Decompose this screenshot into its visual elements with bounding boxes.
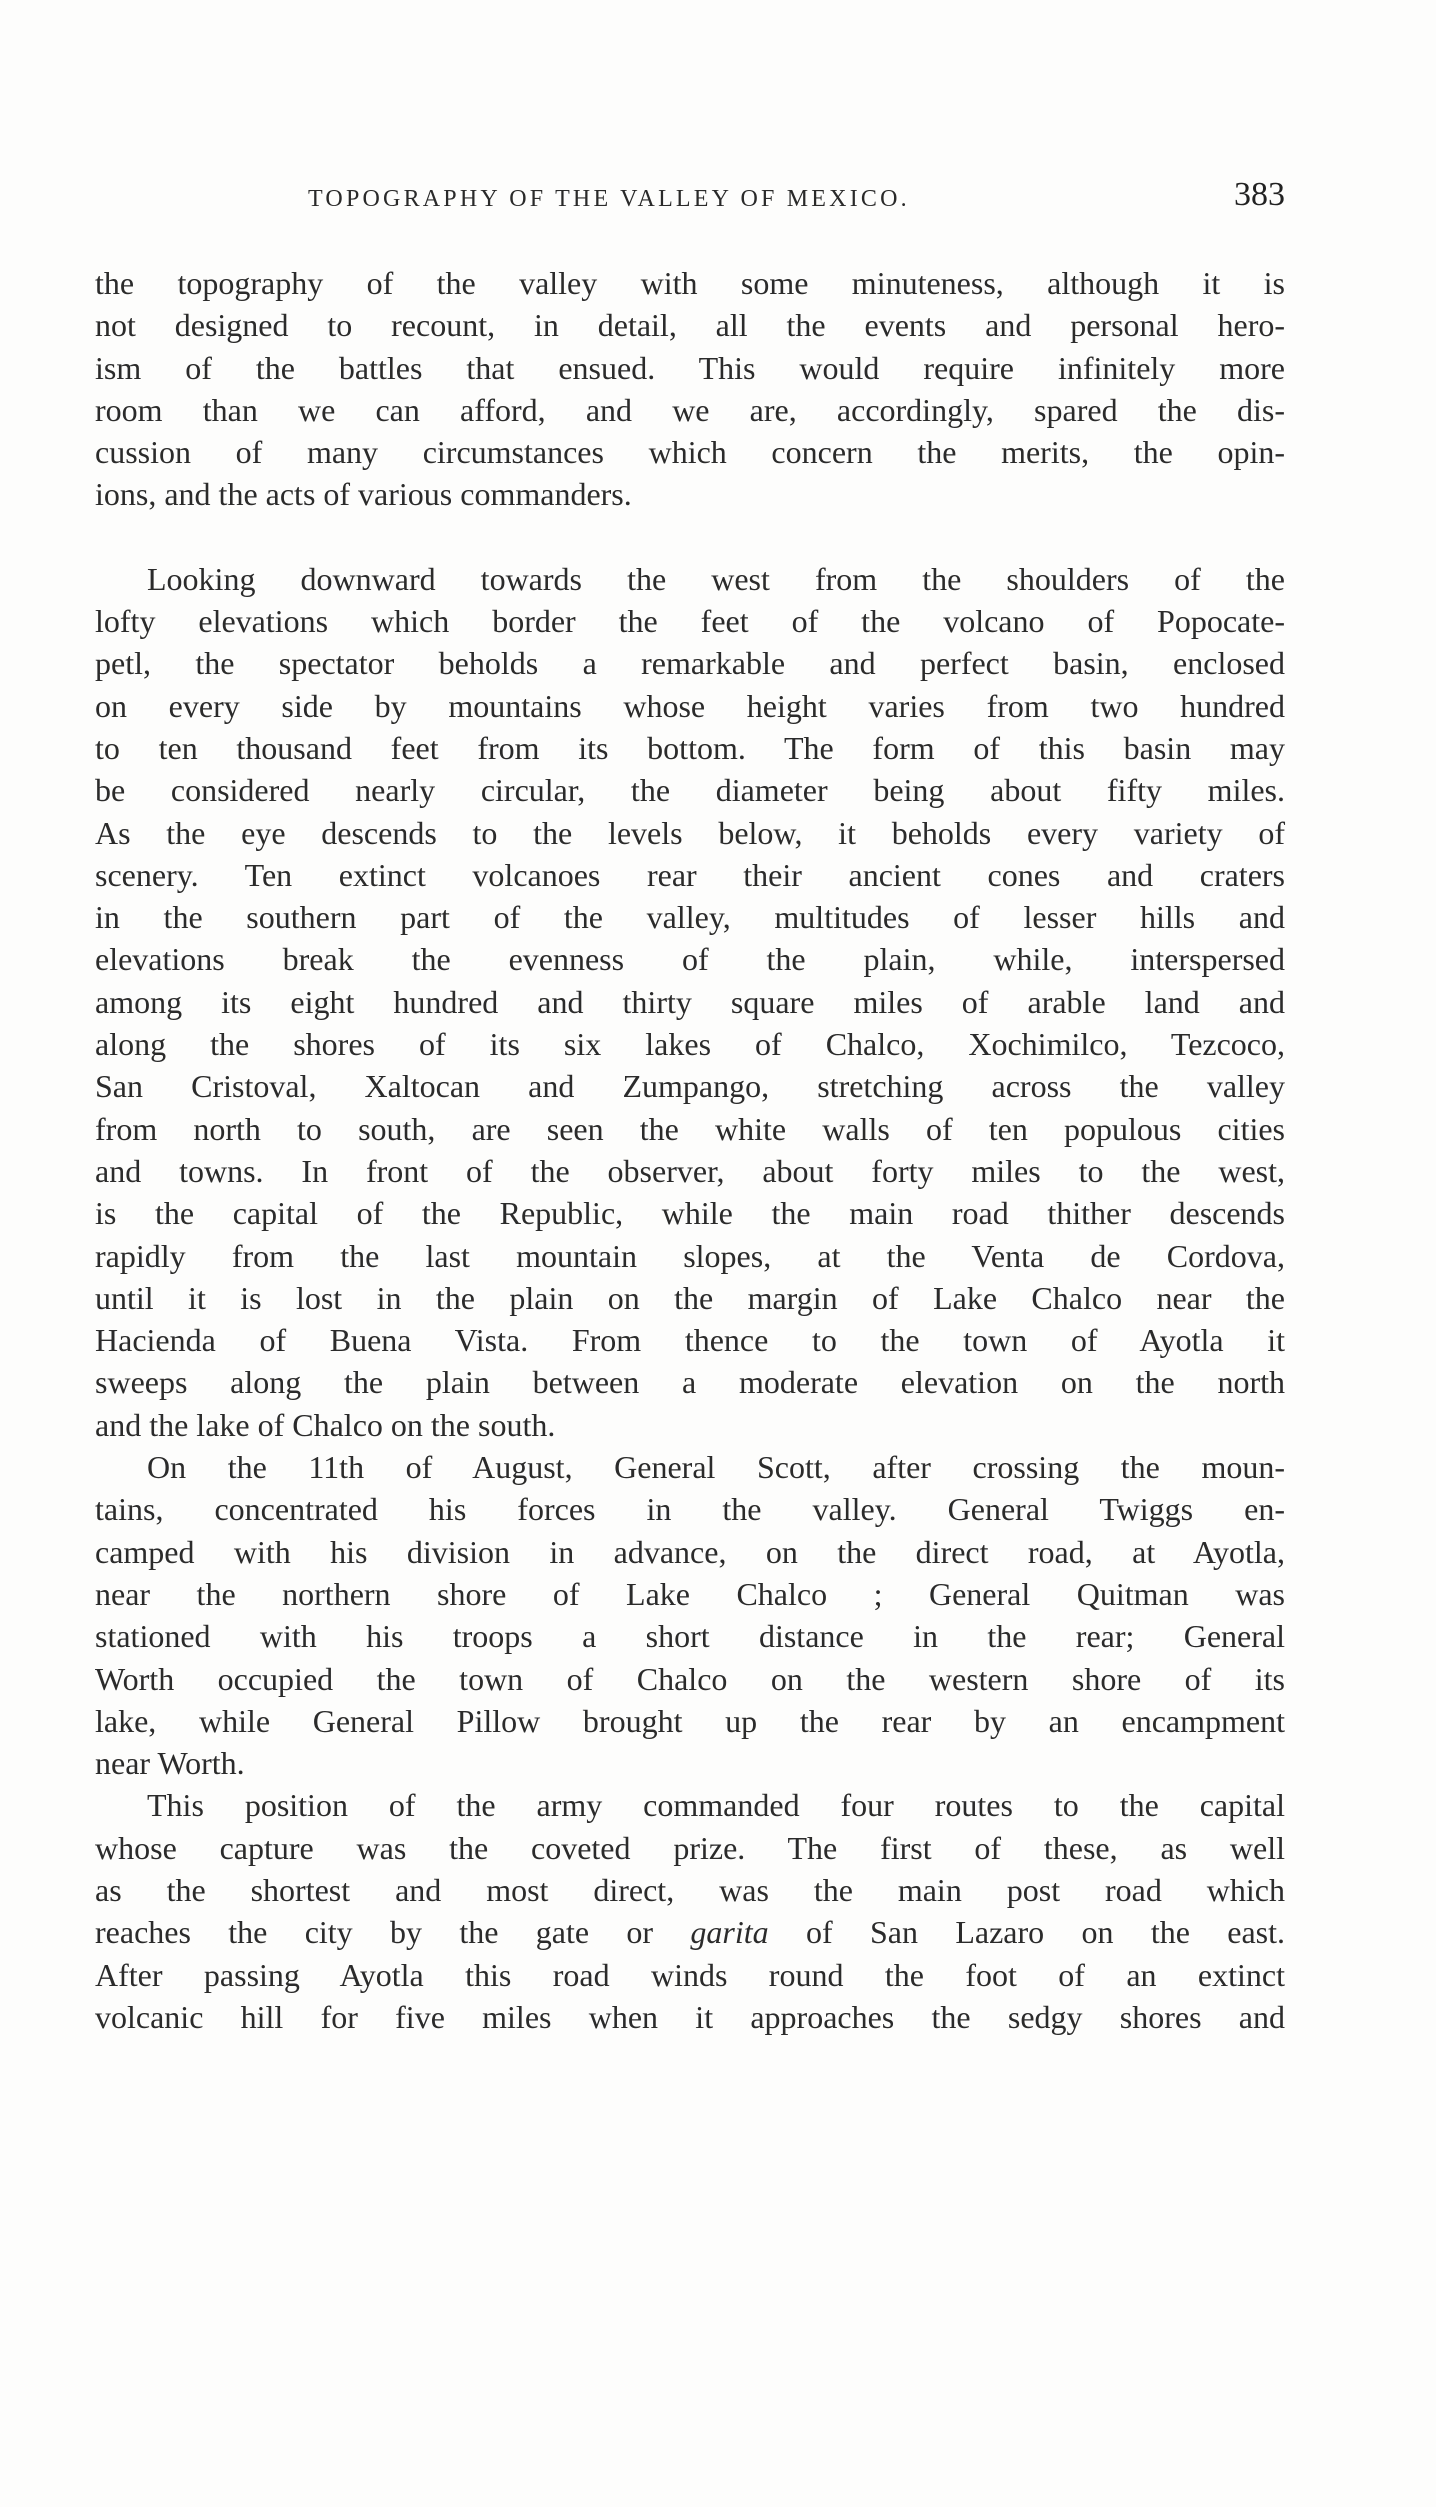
text-line: be considered nearly circular, the diameter being about fifty miles. <box>95 772 1285 809</box>
text-line: rapidly from the last mountain slopes, at the Venta de Cordova, <box>95 1237 1285 1274</box>
text-line: to ten thousand feet from its bottom. The form of this basin may <box>95 729 1285 766</box>
text-line: near Worth. <box>95 1745 245 1782</box>
text-line: and the lake of Chalco on the south. <box>95 1406 556 1443</box>
text-fragment: reaches the city by the gate or <box>95 1914 691 1951</box>
text-line: room than we can afford, and we are, accordingly, spared the dis- <box>95 391 1285 428</box>
text-line: near the northern shore of Lake Chalco ; General Quitman was <box>95 1575 1285 1612</box>
text-line: On the 11th of August, General Scott, after crossing the moun- <box>147 1449 1285 1486</box>
text-line: scenery. Ten extinct volcanoes rear their ancient cones and craters <box>95 856 1285 893</box>
text-line: This position of the army commanded four routes to the capital <box>147 1787 1285 1824</box>
text-line: tains, concentrated his forces in the valley. General Twiggs en- <box>95 1491 1285 1528</box>
text-line: and towns. In front of the observer, about forty miles to the west, <box>95 1152 1285 1189</box>
text-line: whose capture was the coveted prize. The first of these, as well <box>95 1829 1285 1866</box>
text-line: among its eight hundred and thirty square miles of arable land and <box>95 983 1285 1020</box>
text-line-with-italic <box>95 1911 1285 1953</box>
text-line: ism of the battles that ensued. This would require infinitely more <box>95 349 1285 386</box>
text-line: San Cristoval, Xaltocan and Zumpango, stretching across the valley <box>95 1068 1285 1105</box>
text-line: Looking downward towards the west from the shoulders of the <box>147 560 1285 597</box>
text-line: ions, and the acts of various commanders. <box>95 476 632 513</box>
page-header <box>95 176 1285 236</box>
text-line: is the capital of the Republic, while the main road thither descends <box>95 1195 1285 1232</box>
text-line: from north to south, are seen the white walls of ten populous cities <box>95 1110 1285 1147</box>
running-head: TOPOGRAPHY OF THE VALLEY OF MEXICO. <box>308 186 910 212</box>
text-line: along the shores of its six lakes of Chalco, Xochimilco, Tezcoco, <box>95 1026 1285 1063</box>
paragraph-spacer <box>95 516 1285 558</box>
text-line: volcanic hill for five miles when it approaches the sedgy shores and <box>95 1998 1285 2035</box>
text-line: until it is lost in the plain on the margin of Lake Chalco near the <box>95 1279 1285 1316</box>
text-line: petl, the spectator beholds a remarkable and perfect basin, enclosed <box>95 645 1285 682</box>
text-line: elevations break the evenness of the plain, while, interspersed <box>95 941 1285 978</box>
text-line: As the eye descends to the levels below, it beholds every variety of <box>95 814 1285 851</box>
text-line: Worth occupied the town of Chalco on the western shore of its <box>95 1660 1285 1697</box>
text-line: stationed with his troops a short distance in the rear; General <box>95 1618 1285 1655</box>
paragraph-4 <box>95 1784 1285 2038</box>
text-line: not designed to recount, in detail, all the events and personal hero- <box>95 307 1285 344</box>
text-line: lake, while General Pillow brought up the rear by an encampment <box>95 1702 1285 1739</box>
body-text <box>95 262 1285 2038</box>
text-line: cussion of many circumstances which concern the merits, the opin- <box>95 434 1285 471</box>
text-line: on every side by mountains whose height varies from two hundred <box>95 687 1285 724</box>
text-fragment: of San Lazaro on the east. <box>768 1914 1286 1951</box>
paragraph-2 <box>95 558 1285 1446</box>
text-line: as the shortest and most direct, was the main post road which <box>95 1871 1285 1908</box>
text-line: camped with his division in advance, on the direct road, at Ayotla, <box>95 1533 1285 1570</box>
paragraph-3 <box>95 1446 1285 1784</box>
text-line: After passing Ayotla this road winds round the foot of an extinct <box>95 1956 1285 1993</box>
text-line: lofty elevations which border the feet of the volcano of Popocate- <box>95 603 1285 640</box>
text-line: the topography of the valley with some minuteness, although it is <box>95 265 1285 301</box>
italic-word-garita: garita <box>690 1914 769 1951</box>
text-line: sweeps along the plain between a moderate elevation on the north <box>95 1364 1285 1401</box>
page-number: 383 <box>1234 176 1285 213</box>
text-line: Hacienda of Buena Vista. From thence to the town of Ayotla it <box>95 1322 1285 1359</box>
text-line: in the southern part of the valley, multitudes of lesser hills and <box>95 899 1285 936</box>
paragraph-1 <box>95 262 1285 516</box>
